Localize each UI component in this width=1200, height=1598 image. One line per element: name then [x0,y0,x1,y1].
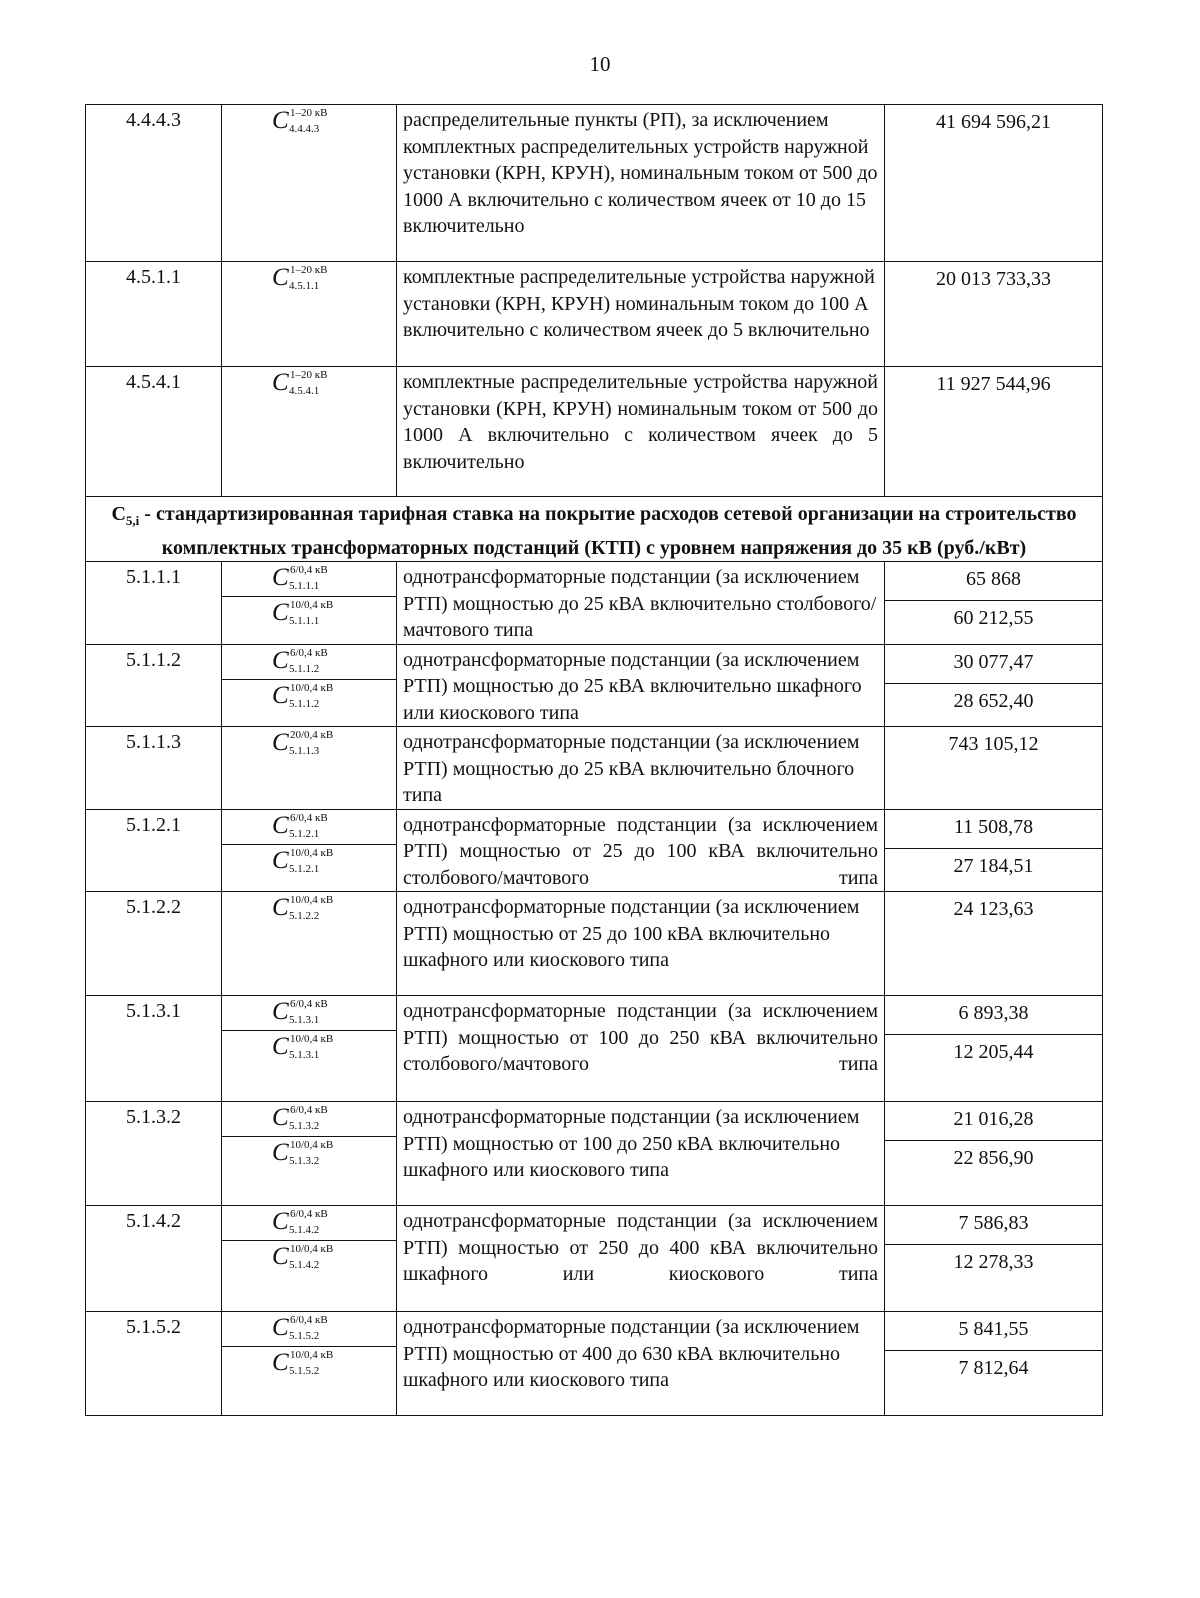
rate-symbol [222,844,396,877]
row-description: однотрансформаторные подстанции (за исключением РТП) мощностью от 100 до 250 кВА включительно столбового/мачтового типа [397,996,885,1102]
row-description: распределительные пункты (РП), за исключением комплектных распределительных устройств наружной установки (КРН, КРУН), номинальным током от 500 до 1000 А включительно с количеством ячеек от 10 до 15 включительно [397,105,885,262]
rate-symbol [222,1346,396,1379]
symbol-voltage: 6/0,4 кВ [290,1314,328,1326]
symbol-voltage: 6/0,4 кВ [290,811,328,824]
symbol-index: 5.1.4.2 [289,1259,320,1271]
row-description: однотрансформаторные подстанции (за исключением РТП) мощностью до 25 кВА включительно блочного типа [397,727,885,810]
rate-symbol-cell [222,1206,397,1312]
rate-value: 60 212,55 [885,600,1102,639]
symbol-voltage: 6/0,4 кВ [290,1208,328,1220]
symbol-letter: C [272,599,289,626]
rate-value: 41 694 596,21 [936,111,1051,133]
row-code: 4.5.1.1 [86,262,222,367]
symbol-index: 5.1.1.2 [289,662,320,675]
rate-value: 22 856,90 [885,1140,1102,1179]
rate-symbol [222,1312,396,1346]
rate-symbol-cell [222,996,397,1102]
rate-value: 65 868 [966,568,1021,590]
rate-symbol [222,1240,396,1273]
tariff-table [85,104,1103,1416]
rate-symbol [222,810,396,844]
rate-symbol-cell [222,105,397,262]
symbol-voltage: 10/0,4 кВ [290,1349,334,1361]
rate-value: 21 016,28 [953,1108,1034,1130]
rate-value-cell [885,1206,1103,1312]
rate-value-cell [885,996,1103,1102]
rate-value-cell [885,562,1103,645]
rate-symbol-cell [222,644,397,727]
symbol-letter: C [272,846,289,874]
rate-value: 27 184,51 [885,848,1102,887]
table-row [86,1312,1103,1416]
rate-value: 12 278,33 [885,1244,1102,1283]
symbol-letter: C [272,811,289,839]
rate-value: 12 205,44 [885,1034,1102,1073]
table-row [86,367,1103,497]
rate-symbol [222,1030,396,1063]
section-header-row [86,497,1103,562]
row-description: однотрансформаторные подстанции (за исключением РТП) мощностью до 25 кВА включительно столбового/мачтового типа [397,562,885,645]
table-row [86,262,1103,367]
rate-symbol [222,727,396,759]
rate-value: 743 105,12 [948,733,1039,755]
rate-value-cell [885,367,1103,497]
table-row [86,1102,1103,1206]
row-description: однотрансформаторные подстанции (за исключением РТП) мощностью до 25 кВА включительно шкафного или киоскового типа [397,644,885,727]
rate-value: 20 013 733,33 [936,268,1051,290]
table-row [86,996,1103,1102]
symbol-voltage: 10/0,4 кВ [290,846,334,859]
rate-symbol [222,1136,396,1169]
table-body-bottom [86,562,1103,1416]
symbol-voltage: 10/0,4 кВ [290,894,334,906]
symbol-letter: C [272,729,289,756]
rate-value: 7 586,83 [958,1212,1029,1234]
symbol-letter: C [272,1104,289,1131]
row-description: однотрансформаторные подстанции (за исключением РТП) мощностью от 25 до 100 кВА включительно столбового/мачтового типа [397,809,885,892]
symbol-letter: C [272,1314,289,1341]
symbol-letter: C [272,646,289,674]
row-code: 5.1.1.3 [86,727,222,810]
rate-symbol [222,367,396,399]
symbol-index: 5.1.3.1 [289,1014,320,1026]
rate-value: 6 893,38 [958,1002,1029,1024]
symbol-letter: C [272,998,289,1025]
rate-symbol [222,262,396,294]
rate-value-cell [885,892,1103,996]
rate-value-cell [885,809,1103,892]
rate-value-cell [885,105,1103,262]
row-code: 4.5.4.1 [86,367,222,497]
symbol-voltage: 6/0,4 кВ [290,646,328,659]
section-header-body [86,497,1103,562]
row-description: однотрансформаторные подстанции (за исключением РТП) мощностью от 400 до 630 кВА включительно шкафного или киоскового типа [397,1312,885,1416]
rate-value-cell [885,262,1103,367]
symbol-index: 5.1.3.2 [289,1155,320,1167]
rate-symbol [222,679,396,712]
symbol-voltage: 1–20 кВ [290,264,328,276]
table-row [86,562,1103,645]
table-row [86,105,1103,262]
rate-value: 7 812,64 [885,1350,1102,1389]
symbol-index: 5.1.1.1 [289,580,320,592]
table-row [86,1206,1103,1312]
rate-symbol [222,105,396,137]
row-code: 5.1.2.2 [86,892,222,996]
symbol-letter: C [272,1349,289,1376]
row-code: 5.1.1.1 [86,562,222,645]
row-code: 5.1.3.1 [86,996,222,1102]
symbol-letter: C [272,264,289,291]
symbol-voltage: 20/0,4 кВ [290,729,334,741]
symbol-voltage: 10/0,4 кВ [290,599,334,611]
rate-value: 28 652,40 [885,683,1102,722]
section-header: $C_{5,i}$ - стандартизированная тарифная ставка на покрытие расходов сетевой организации на строительство комплектных трансформаторных подстанций (КТП) с уровнем напряжения до 35 кВ (руб./кВт) [86,497,1103,562]
rate-value-cell [885,727,1103,810]
rate-value-cell [885,1312,1103,1416]
symbol-letter: C [272,894,289,921]
table-row [86,809,1103,892]
symbol-voltage: 10/0,4 кВ [290,1033,334,1045]
symbol-index: 5.1.1.1 [289,615,320,627]
table-row [86,644,1103,727]
rate-value: 11 927 544,96 [936,373,1051,395]
symbol-voltage: 6/0,4 кВ [290,998,328,1010]
symbol-letter: C [272,1139,289,1166]
rate-symbol-cell [222,727,397,810]
symbol-letter: C [272,1243,289,1270]
table-row [86,727,1103,810]
symbol-letter: C [272,1033,289,1060]
rate-symbol-cell [222,1312,397,1416]
row-code: 5.1.1.2 [86,644,222,727]
row-description: комплектные распределительные устройства наружной установки (КРН, КРУН) номинальным током до 100 А включительно с количеством ячеек до 5 включительно [397,262,885,367]
row-code: 5.1.5.2 [86,1312,222,1416]
symbol-index: 5.1.5.2 [289,1365,320,1377]
rate-symbol-cell [222,809,397,892]
symbol-letter: C [272,1208,289,1235]
symbol-index: 5.1.2.2 [289,910,320,922]
row-description: однотрансформаторные подстанции (за исключением РТП) мощностью от 25 до 100 кВА включительно шкафного или киоскового типа [397,892,885,996]
symbol-voltage: 6/0,4 кВ [290,564,328,576]
rate-symbol-cell [222,892,397,996]
rate-symbol [222,645,396,679]
row-code: 5.1.3.2 [86,1102,222,1206]
symbol-voltage: 1–20 кВ [290,369,328,381]
symbol-index: 5.1.1.3 [289,745,320,757]
rate-value-cell [885,1102,1103,1206]
rate-symbol-cell [222,262,397,367]
rate-value: 30 077,47 [953,650,1034,673]
symbol-index: 5.1.2.1 [289,827,320,840]
table-row [86,892,1103,996]
rate-symbol [222,562,396,596]
symbol-index: 5.1.3.2 [289,1120,320,1132]
symbol-index: 5.1.4.2 [289,1224,320,1236]
row-description: однотрансформаторные подстанции (за исключением РТП) мощностью от 100 до 250 кВА включительно шкафного или киоскового типа [397,1102,885,1206]
symbol-index: 4.5.1.1 [289,280,320,292]
symbol-letter: C [272,369,289,396]
symbol-voltage: 1–20 кВ [290,107,328,119]
rate-value: 5 841,55 [958,1318,1029,1340]
row-description: комплектные распределительные устройства наружной установки (КРН, КРУН) номинальным током от 500 до 1000 А включительно с количеством ячеек до 5 включительно [397,367,885,497]
symbol-voltage: 6/0,4 кВ [290,1104,328,1116]
page-number: 10 [589,52,611,76]
symbol-voltage: 10/0,4 кВ [290,1243,334,1255]
row-code: 5.1.4.2 [86,1206,222,1312]
rate-symbol-cell [222,562,397,645]
symbol-index: 5.1.3.1 [289,1049,320,1061]
rate-symbol [222,1102,396,1136]
symbol-voltage: 10/0,4 кВ [290,681,334,694]
symbol-index: 5.1.2.1 [289,862,320,875]
rate-symbol [222,996,396,1030]
rate-value-cell [885,644,1103,727]
symbol-letter: C [272,564,289,591]
symbol-voltage: 10/0,4 кВ [290,1139,334,1151]
symbol-index: 4.5.4.1 [289,385,320,397]
rate-symbol [222,596,396,629]
table-body-top [86,105,1103,497]
symbol-letter: C [272,681,289,709]
row-code: 5.1.2.1 [86,809,222,892]
symbol-index: 5.1.5.2 [289,1330,320,1342]
rate-value: 11 508,78 [953,815,1034,838]
rate-symbol [222,1206,396,1240]
rate-value: 24 123,63 [953,898,1034,920]
rate-symbol-cell [222,1102,397,1206]
symbol-index: 4.4.4.3 [289,123,320,135]
rate-symbol [222,892,396,924]
rate-symbol-cell [222,367,397,497]
symbol-letter: C [272,107,289,134]
row-code: 4.4.4.3 [86,105,222,262]
symbol-index: 5.1.1.2 [289,697,320,710]
row-description: однотрансформаторные подстанции (за исключением РТП) мощностью от 250 до 400 кВА включительно шкафного или киоскового типа [397,1206,885,1312]
